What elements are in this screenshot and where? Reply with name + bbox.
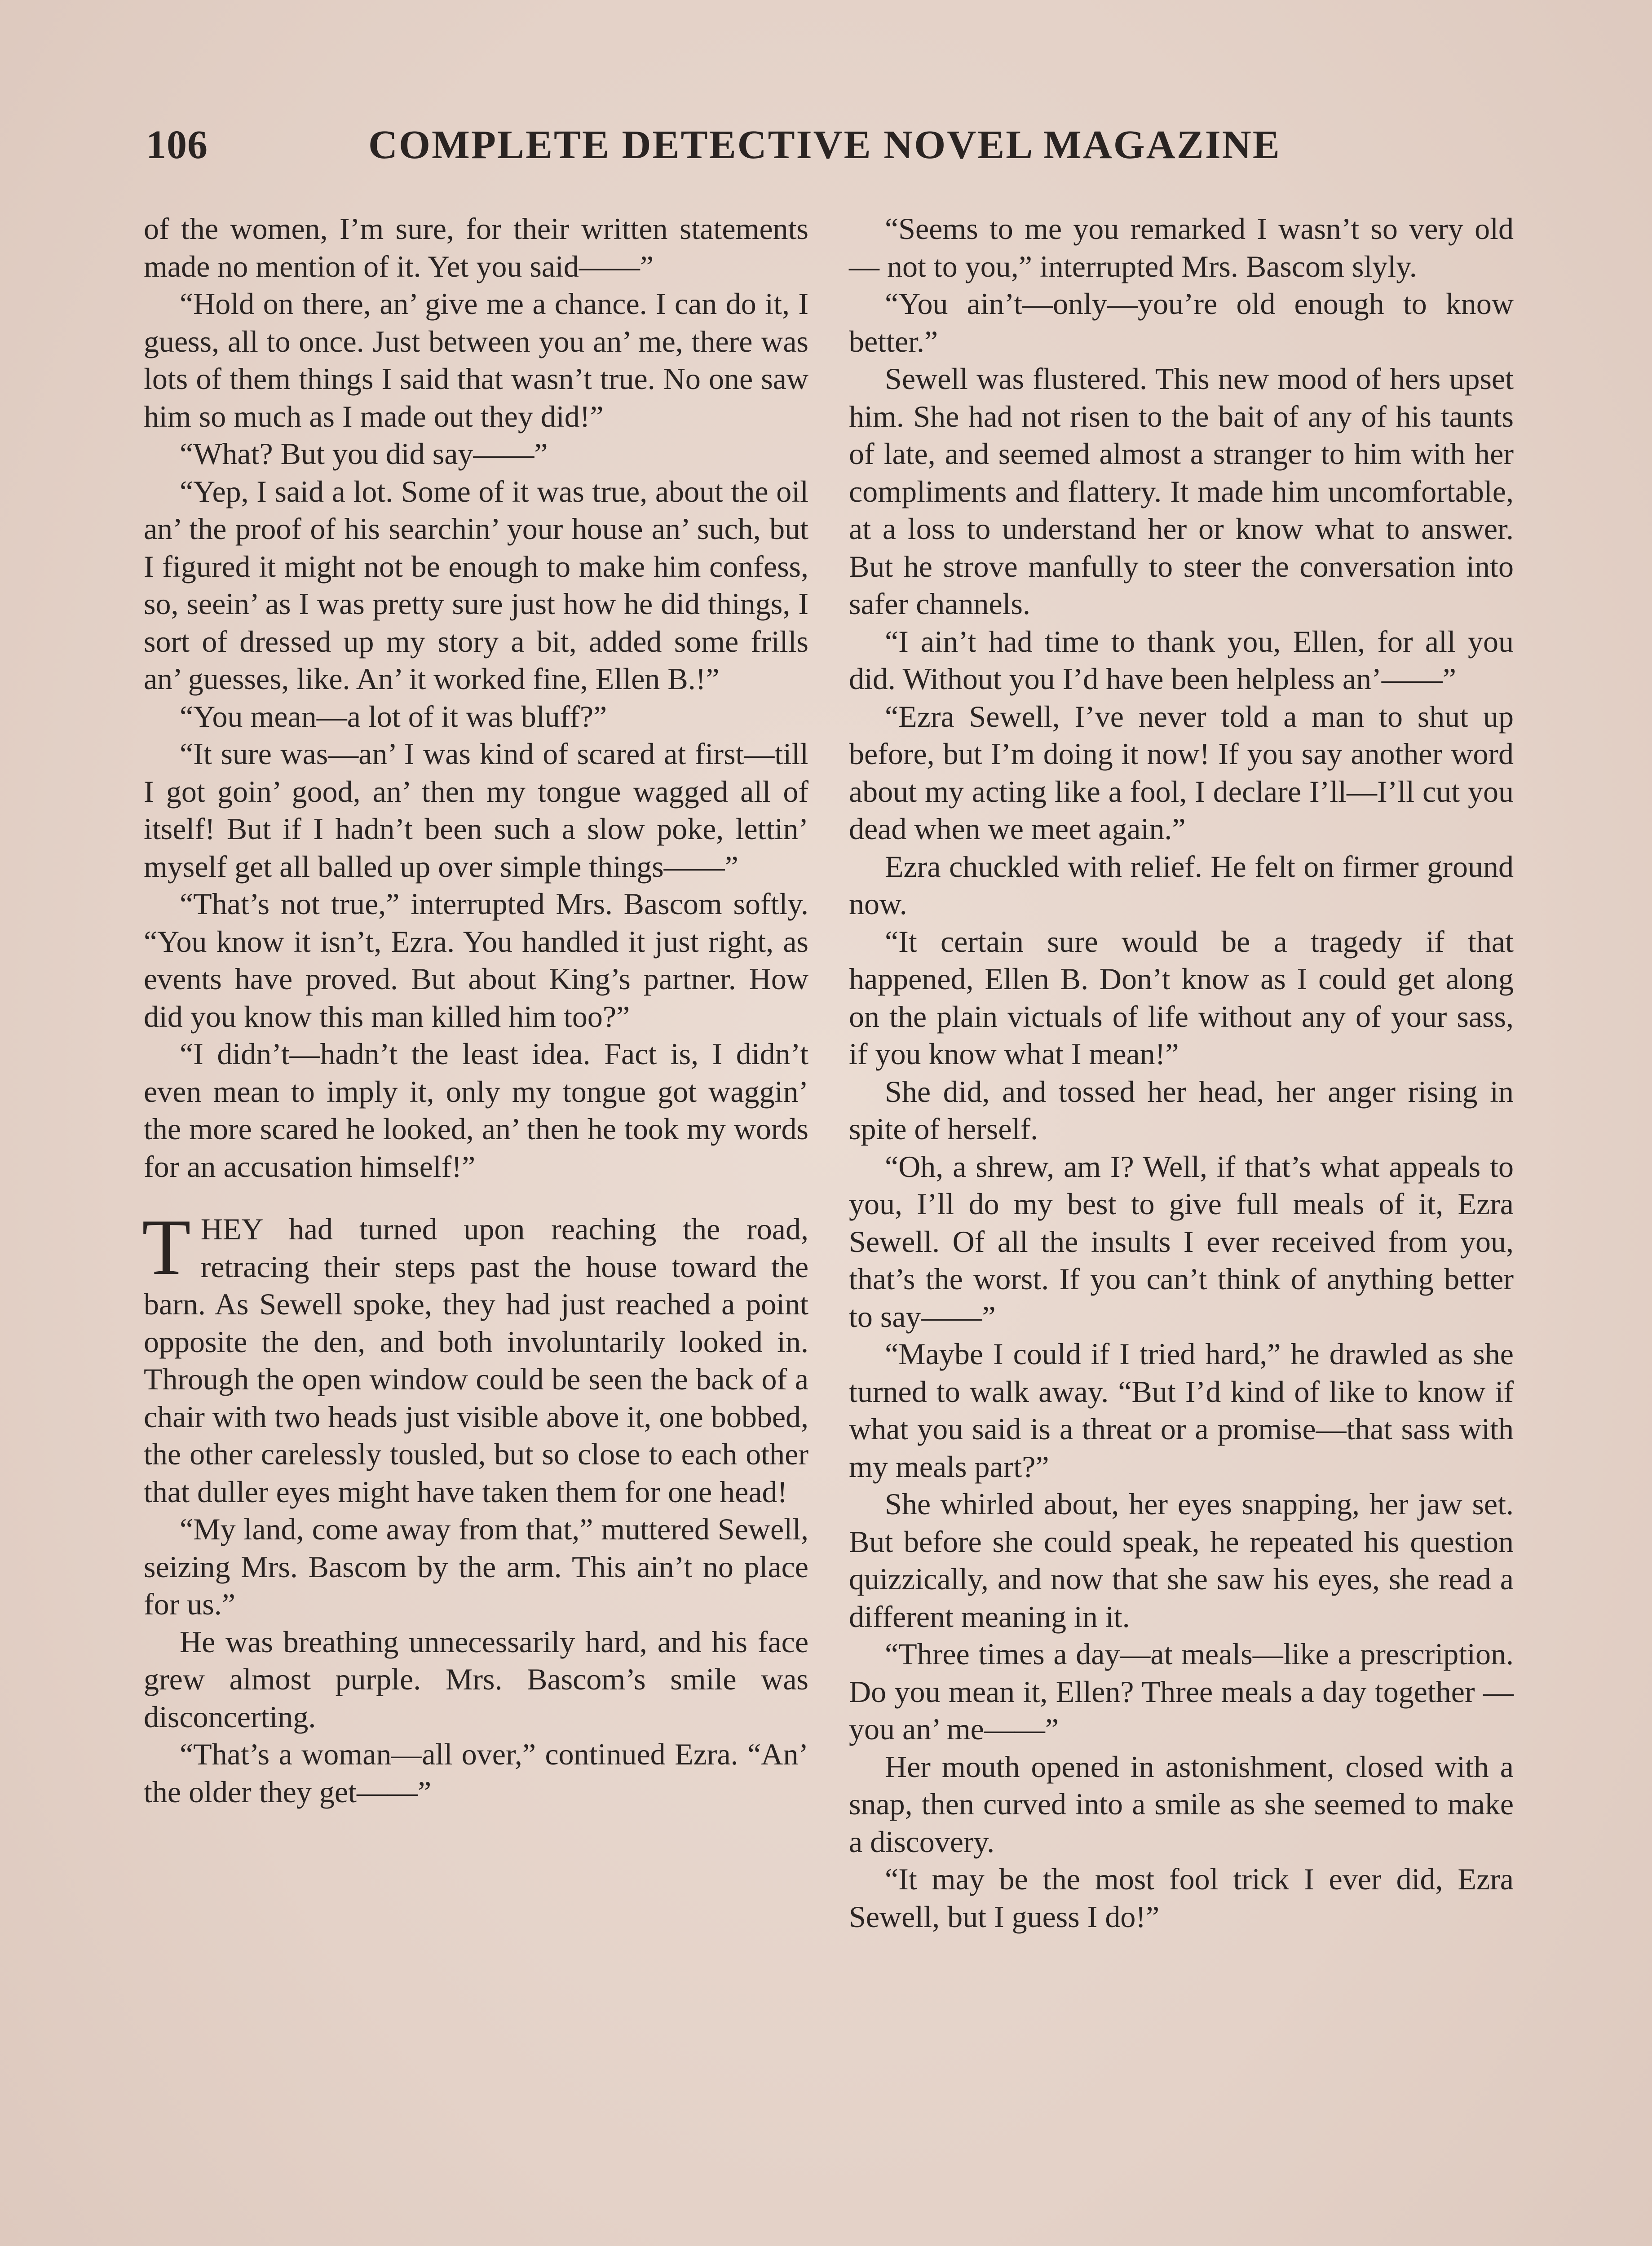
paragraph: “Ezra Sewell, I’ve never told a man to shut up before, but I’m doing it now! If you say another word about my acting like a fool, I declare I’ll—I’ll cut you dead when we meet again.”	[849, 699, 1514, 846]
paragraph: “It sure was—an’ I was kind of scared at first—till I got goin’ good, an’ then my tongue wagged all of itself! But if I hadn’t been such a slow poke, lettin’ myself get all balled up over simple things——”	[144, 737, 808, 884]
paragraph: Sewell was flustered. This new mood of hers upset him. She had not risen to the bait of any of his taunts of late, and seemed almost a stranger to him with her compliments and flattery. It made him uncomfortable, at a loss to understand her or know what to answer. But he strove manfully to steer the conversation into safer channels.	[849, 362, 1514, 621]
paragraph: “You mean—a lot of it was bluff?”	[180, 699, 607, 734]
paragraph: Her mouth opened in astonishment, closed with a snap, then curved into a smile as she seemed to make a discovery.	[849, 1749, 1514, 1859]
left-column	[144, 210, 808, 1811]
paragraph: She whirled about, her eyes snapping, her jaw set. But before she could speak, he repeated his question quizzically, and now that she saw his eyes, she read a different meaning in it.	[849, 1487, 1514, 1634]
paragraph: “Maybe I could if I tried hard,” he drawled as she turned to walk away. “But I’d kind of like to know if what you said is a threat or a promise—that sass with my meals part?”	[849, 1337, 1514, 1484]
paragraph: Ezra chuckled with relief. He felt on firmer ground now.	[849, 849, 1514, 921]
drop-cap: T	[142, 1203, 191, 1291]
page-number: 106	[146, 123, 208, 167]
paragraph: “That’s not true,” interrupted Mrs. Bascom softly. “You know it isn’t, Ezra. You handled it just right, as events have proved. But about King’s partner. How did you know this man killed him too?”	[144, 887, 808, 1034]
paragraph: He was breathing unnecessarily hard, and his face grew almost purple. Mrs. Bascom’s smile was disconcerting.	[144, 1624, 808, 1734]
magazine-title: COMPLETE DETECTIVE NOVEL MAGAZINE	[368, 123, 1281, 167]
paragraph: “I didn’t—hadn’t the least idea. Fact is, I didn’t even mean to imply it, only my tongue got waggin’ the more scared he looked, an’ then he took my words for an accusation himself!”	[144, 1037, 808, 1184]
paragraph: “Oh, a shrew, am I? Well, if that’s what appeals to you, I’ll do my best to give full meals of it, Ezra Sewell. Of all the insults I ever received from you, that’s the worst. If you can’t think of anything better to say——”	[849, 1149, 1514, 1334]
paragraph: of the women, I’m sure, for their written statements made no mention of it. Yet you said——”	[144, 212, 808, 283]
paragraph: “What? But you did say——”	[180, 437, 548, 471]
right-column	[849, 210, 1514, 1936]
paragraph: “Seems to me you remarked I wasn’t so very old — not to you,” interrupted Mrs. Bascom slyly.	[849, 212, 1514, 283]
paragraph: “It may be the most fool trick I ever did, Ezra Sewell, but I guess I do!”	[849, 1862, 1514, 1934]
paragraph: “That’s a woman—all over,” continued Ezra. “An’ the older they get——”	[144, 1737, 808, 1809]
paragraph: “Three times a day—at meals—like a prescription. Do you mean it, Ellen? Three meals a day together — you an’ me——”	[849, 1637, 1514, 1746]
paragraph: “You ain’t—only—you’re old enough to know better.”	[849, 287, 1514, 358]
paragraph: “I ain’t had time to thank you, Ellen, for all you did. Without you I’d have been helpless an’——”	[849, 624, 1514, 696]
section-opening-text: HEY had turned upon reaching the road, retracing their steps past the house toward the barn. As Sewell spoke, they had just reached a point opposite the den, and both involuntarily looked in. Through the open window could be seen the back of a chair with two heads just visible above it, one bobbed, the other carelessly tousled, but so close to each other that duller eyes might have taken them for one head!	[144, 1212, 808, 1509]
paragraph: She did, and tossed her head, her anger rising in spite of herself.	[849, 1074, 1514, 1146]
paragraph: “My land, come away from that,” muttered Sewell, seizing Mrs. Bascom by the arm. This ain’t no place for us.”	[144, 1512, 808, 1621]
paragraph: “It certain sure would be a tragedy if that happened, Ellen B. Don’t know as I could get along on the plain victuals of life without any of your sass, if you know what I mean!”	[849, 924, 1514, 1071]
section-opening-paragraph	[142, 1203, 808, 1511]
running-head	[146, 120, 1303, 170]
paragraph: “Yep, I said a lot. Some of it was true, about the oil an’ the proof of his searchin’ your house an’ such, but I figured it might not be enough to make him confess, so, seein’ as I was pretty sure just how he did things, I sort of dressed up my story a bit, added some frills an’ guesses, like. An’ it worked fine, Ellen B.!”	[144, 474, 808, 696]
paragraph: “Hold on there, an’ give me a chance. I can do it, I guess, all to once. Just between you an’ me, there was lots of them things I said that wasn’t true. No one saw him so much as I made out they did!”	[144, 287, 808, 433]
